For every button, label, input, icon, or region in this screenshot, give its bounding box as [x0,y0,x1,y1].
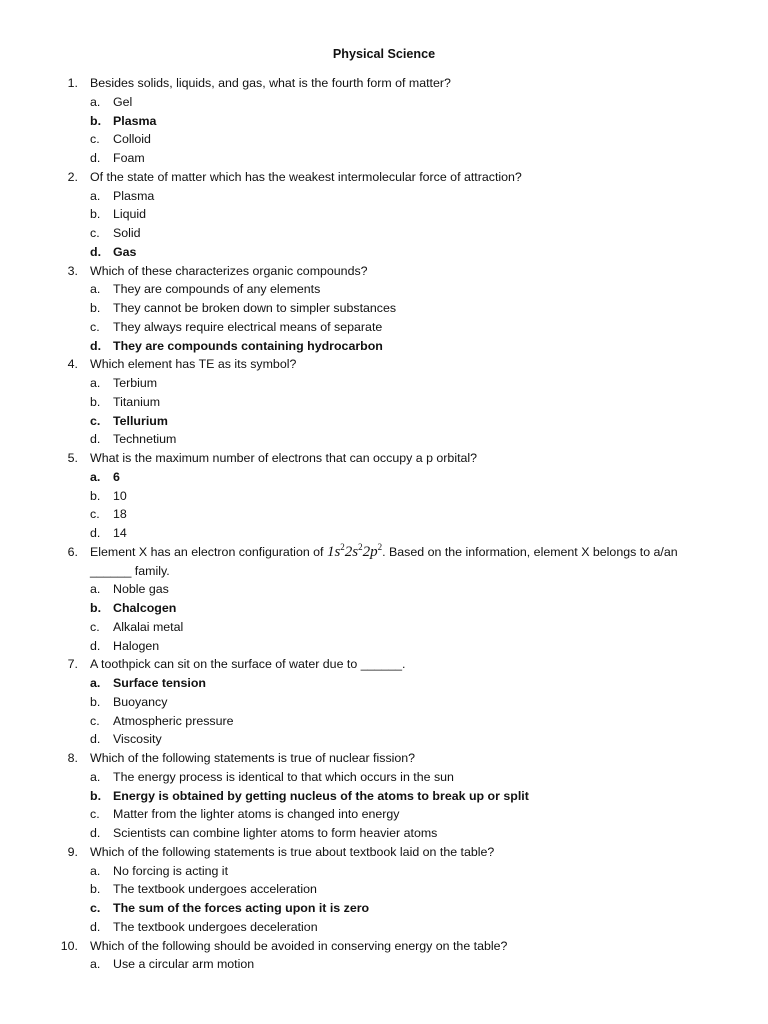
option-letter: c. [90,226,100,240]
option [0,505,768,524]
option-text: The sum of the forces acting upon it is zero [113,901,370,915]
orbital-term: 2p [362,543,378,560]
option-letter: c. [90,413,101,428]
option [0,318,768,337]
question-9 [0,843,768,862]
option-letter: a. [90,957,101,972]
option-text: They cannot be broken down to simpler substances [113,301,397,315]
option-letter: b. [90,601,102,615]
question-number: 9. [67,844,78,859]
option-letter: d. [90,526,101,540]
orbital-term: 2s [344,543,359,560]
option-text: Titanium [113,394,161,409]
option [0,487,768,506]
answer-option [0,468,768,487]
option-letter: a. [90,676,101,690]
option-letter: a. [90,376,101,390]
page-title: Physical Science [332,47,436,61]
option [0,205,768,224]
question-text-before: Element X has an electron configuration of [90,544,327,559]
option-text: Alkalai metal [113,619,184,634]
option-text: The textbook undergoes deceleration [113,919,318,934]
option-letter: b. [90,301,101,315]
option-text: Terbium [113,376,158,390]
question-text-after: . Based on the information, element X belongs to a/an [382,544,678,559]
question-7 [0,655,768,674]
option-letter: c. [90,807,100,822]
option [0,299,768,318]
option-text: Gas [113,244,137,259]
option-letter: a. [90,769,101,784]
option-text: The energy process is identical to that which occurs in the sun [113,769,454,784]
question-number: 8. [67,751,78,765]
option-letter: c. [90,619,100,634]
option-text: Matter from the lighter atoms is changed into energy [113,807,400,822]
option [0,580,768,599]
option-text: Liquid [113,207,147,222]
option-text: Plasma [113,188,155,203]
option-letter: b. [90,488,101,503]
question-text: Besides solids, liquids, and gas, what is the fourth form of matter? [90,76,451,90]
question-text: What is the maximum number of electrons that can occupy a p orbital? [90,451,478,465]
question-text [90,543,678,562]
electron-configuration [326,541,383,560]
option-text: Colloid [113,132,151,147]
answer-option [0,674,768,693]
option [0,524,768,543]
option-text: Technetium [113,432,177,447]
question-text: Which of the following statements is true about textbook laid on the table? [90,844,495,859]
option [0,280,768,299]
option-letter: b. [90,788,102,803]
question-4 [0,355,768,374]
option-letter: b. [90,207,101,222]
option-text: Foam [113,151,145,165]
option-text: Chalcogen [113,601,177,615]
orbital-term: 1s [326,543,341,560]
question-text: Which of these characterizes organic compounds? [90,263,368,278]
question-3 [0,262,768,281]
option-text: 10 [113,488,127,503]
question-list [0,74,768,974]
question-text-continuation: ______ family. [90,563,170,578]
option-letter: c. [90,713,100,728]
option-letter: d. [90,432,101,447]
option [0,637,768,656]
question-number: 10. [60,938,78,953]
option-letter: d. [90,826,101,840]
question-text: A toothpick can sit on the surface of water due to ______. [90,657,406,672]
orbital-exponent: 2 [340,541,345,552]
answer-option [0,899,768,918]
orbital-exponent: 2 [377,541,383,552]
option [0,730,768,749]
option-letter: d. [90,638,101,653]
question-2 [0,168,768,187]
option [0,862,768,881]
question-number: 6. [67,544,78,559]
option-letter: c. [90,132,100,147]
option-letter: b. [90,394,101,409]
orbital-exponent: 2 [358,541,363,552]
option [0,880,768,899]
option [0,224,768,243]
question-text: Which element has TE as its symbol? [90,357,297,372]
option-letter: b. [90,113,102,128]
option-text: No forcing is acting it [113,863,229,878]
option-letter: a. [90,282,101,297]
option-text: Energy is obtained by getting nucleus of the atoms to break up or split [113,788,529,803]
option-text: They are compounds containing hydrocarbon [113,338,383,353]
option [0,824,768,843]
option-text: 14 [113,526,127,540]
question-number: 2. [67,169,78,184]
answer-option [0,412,768,431]
option-letter: d. [90,919,101,934]
option-text: 18 [113,507,127,522]
option-letter: a. [90,94,101,109]
answer-option [0,112,768,131]
option-text: They always require electrical means of separate [113,319,383,334]
option-text: Tellurium [113,413,168,428]
option [0,768,768,787]
answer-option [0,243,768,262]
question-5 [0,449,768,468]
option [0,712,768,731]
option-text: Viscosity [113,732,162,747]
option-text: Solid [113,226,141,240]
option-letter: d. [90,151,101,165]
option-text: Gel [113,94,133,109]
answer-option [0,599,768,618]
option-letter: a. [90,188,101,203]
question-number: 4. [67,357,78,372]
option [0,430,768,449]
question-6 [0,543,768,562]
option-letter: d. [90,732,101,747]
question-text: Of the state of matter which has the weakest intermolecular force of attraction? [90,169,522,184]
answer-option [0,337,768,356]
option [0,187,768,206]
question-10 [0,937,768,956]
question-1 [0,74,768,93]
question-8 [0,749,768,768]
question-number: 3. [67,263,78,278]
option [0,130,768,149]
question-number: 5. [67,451,78,465]
option-text: Buoyancy [113,694,168,709]
option-letter: a. [90,863,101,878]
option-text: Scientists can combine lighter atoms to form heavier atoms [113,826,438,840]
option [0,693,768,712]
option [0,149,768,168]
option [0,955,768,974]
option-letter: b. [90,882,101,897]
question-number: 7. [67,657,78,672]
option-text: Atmospheric pressure [113,713,234,728]
option [0,393,768,412]
option [0,618,768,637]
option-letter: c. [90,319,100,334]
question-number: 1. [67,76,78,90]
question-text: Which of the following should be avoided in conserving energy on the table? [90,938,508,953]
option-text: Halogen [113,638,160,653]
question-text: Which of the following statements is true of nuclear fission? [90,751,416,765]
option-letter: a. [90,582,101,597]
option-text: Surface tension [113,676,206,690]
option-text: They are compounds of any elements [113,282,321,297]
option-letter: a. [90,469,101,484]
option-letter: c. [90,901,101,915]
option-letter: c. [90,507,100,522]
option [0,374,768,393]
option-text: The textbook undergoes acceleration [113,882,317,897]
option [0,805,768,824]
option [0,918,768,937]
option-text: Plasma [113,113,157,128]
option-text: Use a circular arm motion [113,957,255,972]
option-letter: b. [90,694,101,709]
option-letter: d. [90,244,102,259]
option-text: 6 [113,469,120,484]
option-letter: d. [90,338,102,353]
option-text: Noble gas [113,582,169,597]
answer-option [0,787,768,806]
option [0,93,768,112]
